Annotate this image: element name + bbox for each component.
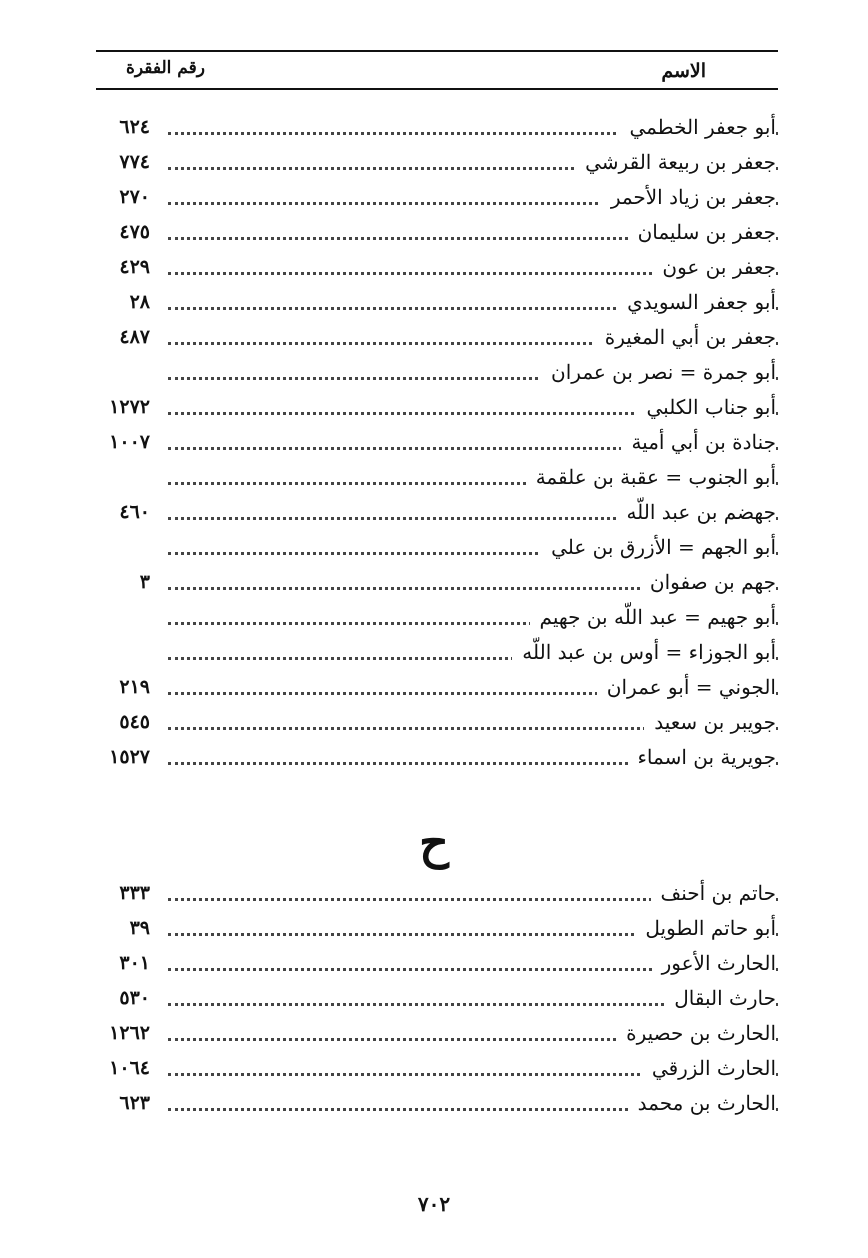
entry-name: الحارث بن محمد	[628, 1091, 776, 1115]
entry-paragraph-number: ٤٨٧	[119, 326, 150, 348]
entry-paragraph-number: ٦٢٤	[119, 116, 150, 138]
index-entry	[96, 1017, 778, 1052]
index-entry	[96, 741, 778, 776]
entry-name: أبو حاتم الطويل	[635, 916, 776, 940]
entry-paragraph-number: ٢٨	[129, 291, 150, 313]
entry-paragraph-number: ٤٢٩	[119, 256, 150, 278]
entry-name: أبو جهيم = عبد اللّه بن جهيم	[530, 605, 776, 629]
entry-paragraph-number: ٣٠١	[119, 952, 150, 974]
entry-name: جهم بن صفوان	[640, 570, 776, 594]
index-entry	[96, 251, 778, 286]
index-entry	[96, 391, 778, 426]
entry-name: جعفر بن زياد الأحمر	[601, 185, 776, 209]
index-entry	[96, 531, 778, 566]
index-entry	[96, 1052, 778, 1087]
entry-paragraph-number: ٥٤٥	[119, 711, 150, 733]
entry-paragraph-number: ١٠٦٤	[109, 1057, 150, 1079]
entry-name: جعفر بن ربيعة القرشي	[575, 150, 776, 174]
index-entry	[96, 111, 778, 146]
index-header	[96, 50, 778, 90]
entry-name: جعفر بن عون	[652, 255, 776, 279]
entry-name: أبو جناب الكلبي	[636, 395, 776, 419]
entry-paragraph-number: ٣٩	[129, 917, 150, 939]
entry-name: أبو الجنوب = عقبة بن علقمة	[526, 465, 776, 489]
entry-paragraph-number: ٥٣٠	[119, 987, 150, 1009]
entry-name: أبو جعفر السويدي	[617, 290, 776, 314]
index-entry	[96, 601, 778, 636]
entry-name: حاتم بن أحنف	[651, 881, 777, 905]
entry-name: الجوني = أبو عمران	[597, 675, 776, 699]
entry-name: جويرية بن اسماء	[628, 745, 776, 769]
index-entry	[96, 671, 778, 706]
index-entry	[96, 426, 778, 461]
index-entry	[96, 286, 778, 321]
entry-name: حارث البقال	[664, 986, 776, 1010]
entry-name: جويبر بن سعيد	[644, 710, 776, 734]
entry-paragraph-number: ٧٧٤	[119, 151, 150, 173]
entry-name: الحارث بن حصيرة	[616, 1021, 776, 1045]
entry-paragraph-number: ٤٦٠	[119, 501, 150, 523]
index-entry	[96, 321, 778, 356]
entry-paragraph-number: ١٢٦٢	[109, 1022, 150, 1044]
index-entry	[96, 982, 778, 1017]
number-column-label: رقم الفقرة	[126, 58, 205, 78]
entry-paragraph-number: ٣	[139, 571, 150, 593]
entry-paragraph-number: ٢٧٠	[119, 186, 150, 208]
entry-name: الحارث الأعور	[652, 951, 776, 975]
index-entries-ha	[96, 877, 778, 1122]
entry-name: أبو الجهم = الأزرق بن علي	[541, 535, 776, 559]
page-number: ٧٠٢	[417, 1192, 451, 1216]
index-entry	[96, 636, 778, 671]
name-column-label: الاسم	[661, 60, 706, 82]
index-entry	[96, 912, 778, 947]
section-letter-heading: ح	[419, 815, 449, 869]
entry-paragraph-number: ١٠٠٧	[109, 431, 150, 453]
index-entry	[96, 146, 778, 181]
index-entry	[96, 356, 778, 391]
index-entry	[96, 496, 778, 531]
index-entry	[96, 566, 778, 601]
entry-name: جنادة بن أبي أمية	[621, 430, 776, 454]
index-entry	[96, 461, 778, 496]
entry-paragraph-number: ٣٣٣	[119, 882, 150, 904]
entry-name: الحارث الزرقي	[642, 1056, 776, 1080]
entry-paragraph-number: ١٥٢٧	[109, 746, 150, 768]
entry-paragraph-number: ١٢٧٢	[109, 396, 150, 418]
index-entries-jim	[96, 111, 778, 776]
entry-paragraph-number: ٦٢٣	[119, 1092, 150, 1114]
entry-name: جهضم بن عبد اللّه	[616, 500, 776, 524]
index-entry	[96, 947, 778, 982]
entry-name: جعفر بن أبي المغيرة	[595, 325, 776, 349]
index-entry	[96, 216, 778, 251]
entry-name: جعفر بن سليمان	[628, 220, 776, 244]
index-entry	[96, 181, 778, 216]
entry-name: أبو جمرة = نصر بن عمران	[541, 360, 776, 384]
index-entry	[96, 1087, 778, 1122]
entry-name: أبو جعفر الخطمي	[619, 115, 776, 139]
index-entry	[96, 706, 778, 741]
index-entry	[96, 877, 778, 912]
entry-paragraph-number: ٢١٩	[119, 676, 150, 698]
entry-name: أبو الجوزاء = أوس بن عبد اللّه	[512, 640, 776, 664]
entry-paragraph-number: ٤٧٥	[119, 221, 150, 243]
